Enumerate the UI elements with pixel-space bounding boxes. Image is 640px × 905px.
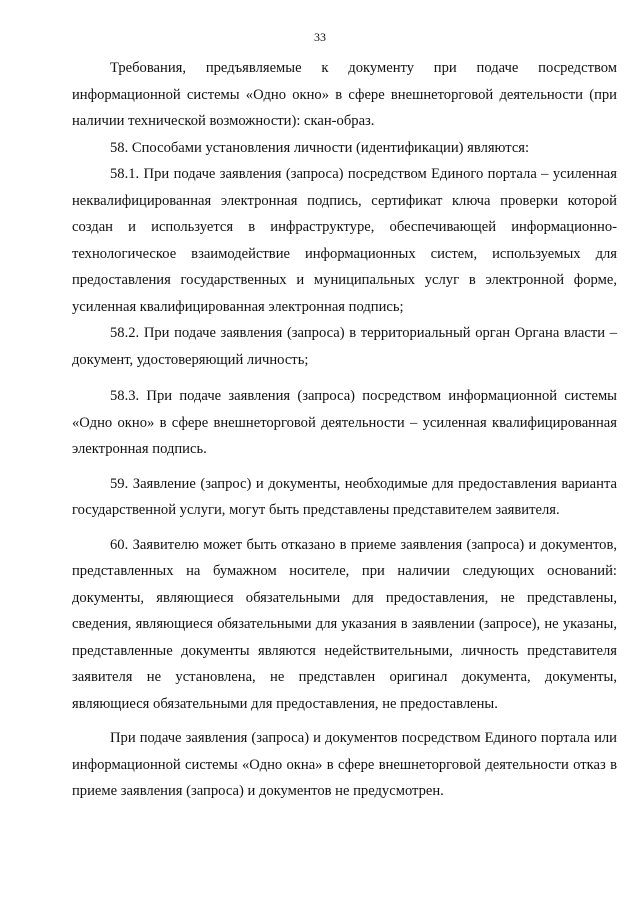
- paragraph-58: 58. Способами установления личности (идентификации) являются:: [110, 139, 530, 156]
- paragraph-59: 59. Заявление (запрос) и документы, необходимые для предоставления варианта государственной услуги, могут быть представлены представителем заявителя.: [72, 475, 617, 518]
- paragraph-58-3: 58.3. При подаче заявления (запроса) посредством информационной системы «Одно окно» в сфере внешнеторговой деятельности – усиленная квалифицированная электронная подпись.: [72, 388, 617, 457]
- document-body: [72, 55, 617, 805]
- paragraph-requirements: Требования, предъявляемые к документу при подаче посредством информационной системы «Одно окно» в сфере внешнеторговой деятельности (при наличии технической возможности): скан-образ.: [72, 60, 617, 129]
- paragraph-refusal-note: При подаче заявления (запроса) и документов посредством Единого портала или информационной системы «Одно окна» в сфере внешнеторговой деятельности отказ в приеме заявления (запроса) и документов не предусмотрен.: [72, 730, 617, 799]
- page-number: 33: [314, 30, 326, 44]
- paragraph-58-1: 58.1. При подаче заявления (запроса) посредством Единого портала – усиленная неквалифицированная электронная подпись, сертификат ключа проверки которой создан и используется в инфраструктуре, обеспечивающей информационно-технологическое взаимодействие информационных систем, используемых для предоставления государственных и муниципальных услуг в электронной форме, усиленная квалифицированная электронная подпись;: [72, 166, 617, 315]
- paragraph-58-2: 58.2. При подаче заявления (запроса) в территориальный орган Органа власти – документ, удостоверяющий личность;: [72, 325, 617, 368]
- paragraph-60: 60. Заявителю может быть отказано в приеме заявления (запроса) и документов, представленных на бумажном носителе, при наличии следующих оснований: документы, являющиеся обязательными для предоставления, не представлены, сведения, являющиеся обязательными для указания в заявлении (запросе), не указаны, представленные документы являются недействительными, личность представителя заявителя не установлена, не представлен оригинал документа, документы, являющиеся обязательными для предоставления, не предоставлены.: [72, 536, 617, 712]
